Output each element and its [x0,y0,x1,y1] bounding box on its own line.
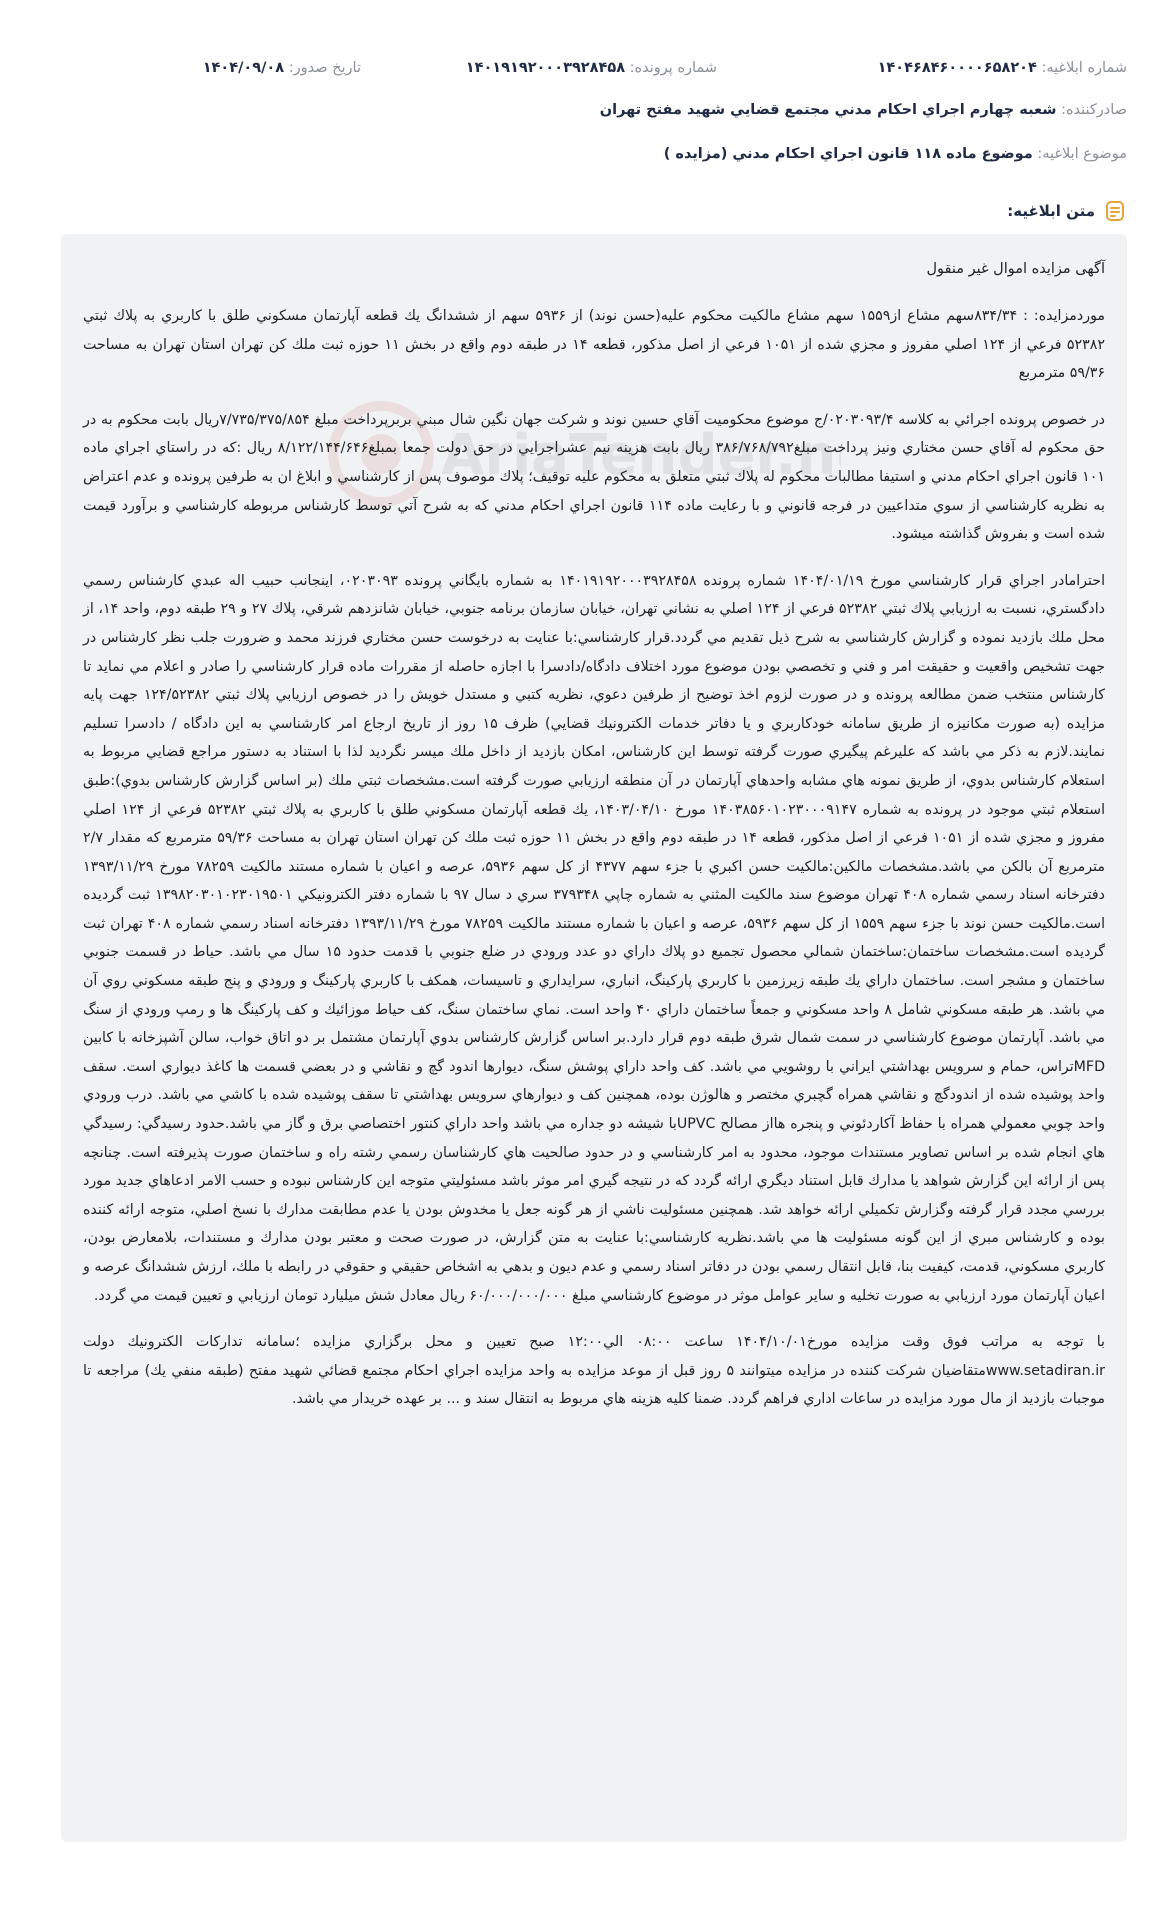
notice-number [878,56,1127,80]
case-number-label: شماره پرونده: [629,60,717,76]
case-number [466,56,717,80]
subject-row [47,142,1127,166]
issuer-label: صادرکننده: [1061,102,1127,118]
subject-label: موضوع ابلاغيه: [1037,146,1127,162]
case-number-value: ۱۴۰۱۹۱۹۲۰۰۰۳۹۲۸۴۵۸ [465,60,626,76]
subject [664,142,1127,166]
notice-number-label: شماره ابلاغيه: [1041,60,1127,76]
notice-meta-row [47,56,1127,80]
issue-date-label: تاریخ صدور: [288,60,361,76]
issuer-value: شعبه چهارم اجراي احكام مدني مجتمع قضايي شهيد مفتح تهران [599,102,1057,118]
notice-number-value: ۱۴۰۴۶۸۴۶۰۰۰۰۶۵۸۲۰۴ [877,60,1037,76]
issue-date-value: ۱۴۰۴/۰۹/۰۸ [202,60,285,76]
issue-date [203,56,361,80]
auction-subject-paragraph: موردمزايده: : ۸۳۴/۳۴سهم مشاع از۱۵۵۹ سهم مشاع مالكيت محكوم عليه(حسن نوند) از ۵۹۳۶ سهم از ششدانگ يك قطعه آپارتمان مسكوني طلق با كاربري به پلاك ثبتي ۵۲۳۸۲ فرعي از ۱۲۴ اصلي مفروز و مجزي شده از ۱۰۵۱ فرعي از اصل مذكور، قطعه ۱۴ در طبقه دوم واقع در بخش ۱۱ حوزه ثبت ملك كن تهران استان تهران به مساحت ۵۹/۳۶ مترمربع [83,308,1106,382]
document-text-icon [1103,199,1127,223]
issuer [600,98,1127,122]
subject-value: موضوع ماده ۱۱۸ قانون اجراي احكام مدني (مزايده ) [663,146,1033,162]
expert-report-paragraph: احترامادر اجراي قرار كارشناسي مورخ ۱۴۰۴/۰۱/۱۹ شماره پرونده ۱۴۰۱۹۱۹۲۰۰۰۳۹۲۸۴۵۸ به شماره بايگاني پرونده ۰۲۰۳۰۹۳، اينجانب حبيب اله عبدي كارشناس رسمي دادگستري، نسبت به ارزيابي پلاك ثبتي ۵۲۳۸۲ فرعي از ۱۲۴ اصلي به نشاني تهران، خيابان سازمان برنامه جنوبي، خيابان شانزدهم شرقي، پلاك ۲۷ و ۲۹ طبقه دوم، واحد ۱۴، از محل ملك بازديد نموده و گزارش كارشناسي به شرح ذيل تقديم مي گردد.قرار كارشناسي:با عنايت به درخوست حسن مختاري فرزند محمد و ضرورت جلب نظر كارشناس در جهت تشخيص واقعيت و حقيقت امر و فني و تخصصي بودن موضوع مورد اختلاف دادگاه/دادسرا با اجازه حاصله از مقررات ماده قرار كارشناسي را صادر و اعلام مي نمايد تا كارشناس منتخب ضمن مطالعه پرونده و در صورت لزوم اخذ توضيح از طرفين دعوي، نظريه كتبي و مستدل خويش را در خصوص ارزيابي پلاك ثبتي ۱۲۴/۵۲۳۸۲ جهت پايه مزايده (به صورت مكانيزه از طريق سامانه خودكاربري و يا دفاتر خدمات الكترونيك قضايي) ظرف ۱۵ روز از تاريخ ارجاع امر كارشناسي به اين دادگاه / دادسرا تسليم نمايند.لازم به ذكر مي باشد كه عليرغم پيگيري صورت گرفته توسط اين كارشناس، امكان بازديد از داخل ملك ميسر نگرديد لذا با استناد به دستور مراجع قضايي مربوط به استعلام كارشناس بدوي، از طريق نمونه هاي مشابه واحدهاي آپارتمان در آن منطقه ارزيابي صورت گرفته است.مشخصات ثبتي ملك (بر اساس گزارش كارشناس بدوي):طبق استعلام ثبتي موجود در پرونده به شماره ۱۴۰۳۸۵۶۰۱۰۲۳۰۰۰۹۱۴۷ مورخ ۱۴۰۳/۰۴/۱۰، يك قطعه آپارتمان مسكوني طلق با كاربري به پلاك ثبتي ۵۲۳۸۲ فرعي از ۱۲۴ اصلي مفروز و مجزي شده از ۱۰۵۱ فرعي از اصل مذكور، قطعه ۱۴ در طبقه دوم واقع در بخش ۱۱ حوزه ثبت ملك كن تهران استان تهران به مساحت ۵۹/۳۶ مترمربع كه مقدار ۲/۷ مترمربع آن بالكن مي باشد.مشخصات مالكين:مالكيت حسن اكبري با جزء سهم ۴۳۷۷ از كل سهم ۵۹۳۶، عرصه و اعيان با شماره مستند مالكيت ۷۸۲۵۹ مورخ ۱۳۹۳/۱۱/۲۹ دفترخانه اسناد رسمي شماره ۴۰۸ تهران موضوع سند مالكيت المثني به شماره چاپي ۳۷۹۳۴۸ سري د سال ۹۷ با شماره دفتر الكترونيكي ۱۳۹۸۲۰۳۰۱۰۲۳۰۱۹۵۰۱ ثبت گرديده است.مالكيت حسن نوند با جزء سهم ۱۵۵۹ از كل سهم ۵۹۳۶، عرصه و اعيان با شماره مستند مالكيت ۷۸۲۵۹ مورخ ۱۳۹۳/۱۱/۲۹ دفترخانه اسناد رسمي شماره ۴۰۸ تهران ثبت گرديده است.مشخصات ساختمان:ساختمان شمالي محصول تجميع دو پلاك داراي دو عدد ورودي در ضلع جنوبي با قدمت حدود ۱۵ سال مي باشد. حياط در قسمت جنوبي ساختمان و مشجر است. ساختمان داراي يك طبقه زيرزمين با كاربري پاركينگ، انباري، سرايداري و تاسيسات، همكف با كاربري پاركينگ و ورودي و پنج طبقه مسكوني روي آن مي باشد. هر طبقه مسكوني شامل ۸ واحد مسكوني و جمعاً ساختمان داراي ۴۰ واحد است. نماي ساختمان سنگ، كف حياط موزائيك و كف پاركينگ ها و رمپ ورودي از سنگ مي باشد. آپارتمان موضوع كارشناسي در سمت شمال شرق طبقه دوم قرار دارد.بر اساس گزارش كارشناس بدوي آپارتمان مشتمل بر دو اتاق خواب، سالن آشپزخانه با كابين MFDتراس، حمام و سرويس بهداشتي ايراني با روشويي مي باشد. كف واحد داراي پوشش سنگ، ديوارها اندود گچ و نقاشي و در بعضي قسمت ها كاغذ ديواري است. سقف واحد پوشيده شده از اندودگچ و نقاشي همراه گچبري مختصر و هالوژن بوده، همچنين كف و ديوارهاي سرويس بهداشتي تا سقف پوشيده شده با كاشي مي باشد. درب ورودي واحد چوبي معمولي همراه با حفاظ آكاردئوني و پنجره هااز مصالح UPVCبا شيشه دو جداره مي باشد واحد داراي كنتور اختصاصي برق و گاز مي باشد.حدود رسيدگي: رسيدگي هاي انجام شده بر اساس تصاوير مستندات موجود، محدود به امر كارشناسي و در حدود صالحيت هاي كارشناسان رسمي رشته راه و ساختمان صورت پذيرفته است. چنانچه پس از ارائه اين گزارش شواهد يا مدارك قابل استناد ديگري ارائه گردد كه در نتيجه گيري امر موثر باشد مسئوليتي متوجه اين كارشناس نبوده و حسب الامر ادعاهاي جديد مورد بررسي مجدد قرار گرفته وگزارش تكميلي ارائه خواهد شد. همچنين مسئوليت ناشي از هر گونه جعل يا مخدوش بودن يا عدم مطابقت مدارك با نسخ اصلي، متوجه ارائه كننده بوده و كارشناس مبري از اين گونه مسئوليت ها مي باشد.نظريه كارشناسي:با عنايت به متن گزارش، در صورت صحت و معتبر بودن مدارك و مستندات، بلامعارض بودن، كاربري مسكوني، قدمت، كيفيت بنا، قابل انتقال رسمي بودن در دفاتر اسناد رسمي و عدم ديون و بدهي به اشخاص حقيقي و حقوقي در رابطه با ملك، ارزش ششدانگ عرصه و اعيان آپارتمان مورد ارزيابي به صورت تخليه و ساير عوامل موثر در موضوع كارشناسي مبلغ ۶۰/۰۰۰/۰۰۰/۰۰۰ ريال معادل شش ميليارد تومان ارزيابي و تعيين قيمت مي گردد. [83,572,1106,1304]
notice-body [61,234,1127,1842]
execution-case-paragraph: در خصوص پرونده اجرائي به كلاسه ۰۲۰۳۰۹۳/۴/ج موضوع محكوميت آقاي حسين نوند و شركت جهان نگين شال مبني بربرپرداخت مبلغ ۷/۷۳۵/۳۷۵/۸۵۴ريال بابت محكوم به در حق محكوم له آقاي حسن مختاري ونيز پرداخت مبلغ۳۸۶/۷۶۸/۷۹۲ ريال بابت هزينه نيم عشراجرايي در حق دولت جمعا بمبلغ۸/۱۲۲/۱۴۴/۶۴۶ ريال :كه در راستاي اجراي ماده ۱۰۱ قانون اجراي احكام مدني و استيفا مطالبات محكوم له پلاك ثبتي متعلق به محكوم عليه توقيف؛ پلاك موصوف پس از كارشناسي و ابلاغ ان به طرفين پرونده و عدم اعتراض به نظريه كارشناسي از سوي متداعيين در فرجه قانوني و با رعايت ماده ۱۱۴ قانون اجراي احكام مدني كه به شرح آتي توسط كارشناس مربوطه كارشناسي و برآورد قيمت شده است و بفروش گذاشته ميشود. [83,411,1105,543]
notice-text-heading [1007,198,1127,224]
watermark-text: AriaTender.n [441,423,837,488]
auction-title: آگهی مزايده اموال غير منقول [926,261,1105,277]
issuer-row [47,98,1127,122]
auction-time-paragraph: با توجه به مراتب فوق وقت مزايده مورخ۱۴۰۴/۱۰/۰۱ ساعت ۰۸:۰۰ الي۱۲:۰۰ صبح تعيين و محل برگزاري مزايده ؛سامانه تداركات الكترونيك دولت www.setadiran.irمتقاضيان شركت كننده در مزايده ميتوانند ۵ روز قبل از موعد مزايده به واحد مزايده اجراي احكام مجتمع قضائي شهيد مفتح (طبقه منفي يك) مراجعه تا موجبات بازديد از مال مورد مزايده در ساعات اداري فراهم گردد. ضمنا كليه هزينه هاي مربوط به انتقال سند و ... بر عهده خريدار مي باشد. [83,1334,1105,1408]
notice-text-title: متن ابلاغيه: [1007,202,1095,220]
